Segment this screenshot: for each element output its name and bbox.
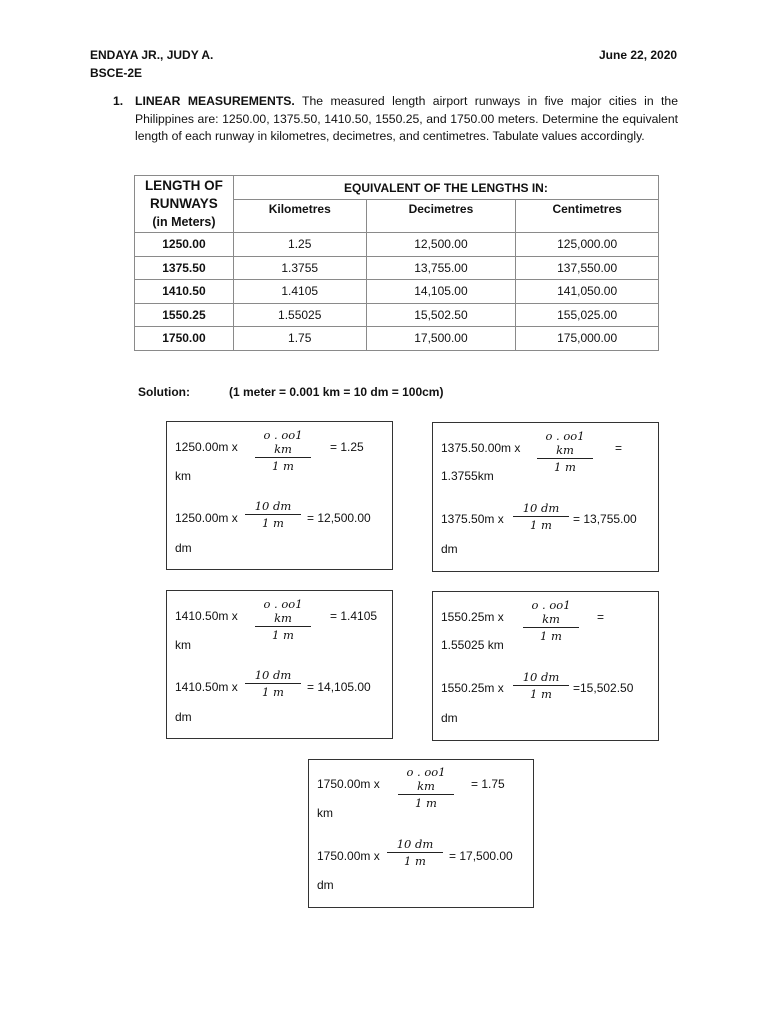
dm-denominator: 1 m [262, 685, 284, 699]
km-result: = 1.75 [471, 777, 505, 791]
km-result: = [615, 441, 623, 455]
solution-box-5 [308, 759, 534, 908]
student-section: BSCE-2E [90, 66, 143, 80]
km-prefix: 1410.50m x [175, 609, 238, 623]
table-row [135, 256, 659, 280]
equivalent-group-header: EQUIVALENT OF THE LENGTHS IN: [233, 176, 658, 200]
length-header-line1: LENGTH OF [144, 178, 223, 193]
km-prefix: 1550.25m x [441, 610, 504, 624]
cell-cm: 125,000.00 [516, 233, 659, 257]
km-prefix: 1375.50.00m x [441, 441, 521, 455]
cell-meters: 1375.50 [135, 256, 234, 280]
dm-result: = 17,500.00 [449, 849, 513, 863]
dm-prefix: 1550.25m x [441, 681, 504, 695]
km-denominator: 1 m [415, 796, 437, 810]
km-unit: km [317, 806, 333, 820]
km-unit: km [175, 469, 191, 483]
dm-unit: dm [441, 542, 458, 556]
document-date: June 22, 2020 [599, 48, 678, 62]
km-numerator: o . oo1 km [255, 428, 311, 458]
km-fraction [255, 597, 311, 643]
km-fraction [255, 428, 311, 474]
solution-box-1 [166, 421, 393, 570]
cell-km: 1.75 [233, 327, 366, 351]
dm-numerator: 10 dm [245, 499, 301, 515]
dm-prefix: 1250.00m x [175, 511, 238, 525]
km-fraction [537, 429, 593, 475]
centimetres-header: Centimetres [516, 200, 659, 233]
length-header-line3: (in Meters) [152, 215, 216, 229]
km-result: = 1.4105 [330, 609, 378, 623]
cell-km: 1.55025 [233, 303, 366, 327]
problem-text: The measured length airport runways in five major cities in the Philippines are: 1250.00, 1375.50, 1410.50, 1550.25, and 1750.00 meters. Determine the equivalent length of each runway in kilometres, decimetres, and centimetres. Tabulate values accordingly. [135, 94, 678, 143]
cell-meters: 1410.50 [135, 280, 234, 304]
solution-formula: (1 meter = 0.001 km = 10 dm = 100cm) [229, 385, 444, 399]
cell-cm: 141,050.00 [516, 280, 659, 304]
dm-denominator: 1 m [530, 518, 552, 532]
km-denominator: 1 m [272, 459, 294, 473]
km-denominator: 1 m [554, 460, 576, 474]
km-fraction [523, 598, 579, 644]
dm-unit: dm [175, 710, 192, 724]
cell-dm: 15,502.50 [366, 303, 516, 327]
dm-prefix: 1750.00m x [317, 849, 380, 863]
problem-statement [113, 93, 678, 146]
cell-meters: 1750.00 [135, 327, 234, 351]
cell-km: 1.4105 [233, 280, 366, 304]
cell-cm: 155,025.00 [516, 303, 659, 327]
kilometres-header: Kilometres [233, 200, 366, 233]
dm-unit: dm [175, 541, 192, 555]
dm-fraction [513, 501, 569, 533]
dm-result: = 12,500.00 [307, 511, 371, 525]
cell-dm: 13,755.00 [366, 256, 516, 280]
cell-cm: 175,000.00 [516, 327, 659, 351]
dm-numerator: 10 dm [245, 668, 301, 684]
solution-box-3 [166, 590, 393, 739]
km-denominator: 1 m [540, 629, 562, 643]
dm-denominator: 1 m [262, 516, 284, 530]
problem-number: 1. [113, 94, 124, 108]
km-numerator: o . oo1 km [398, 765, 454, 795]
cell-meters: 1250.00 [135, 233, 234, 257]
decimetres-header: Decimetres [366, 200, 516, 233]
km-unit: 1.55025 km [441, 638, 504, 652]
student-name: ENDAYA JR., JUDY A. [90, 48, 214, 62]
cell-meters: 1550.25 [135, 303, 234, 327]
km-denominator: 1 m [272, 628, 294, 642]
solution-box-4 [432, 591, 659, 741]
table-row [135, 303, 659, 327]
km-result: = [597, 610, 605, 624]
km-unit: 1.3755km [441, 469, 494, 483]
dm-result: =15,502.50 [573, 681, 634, 695]
km-prefix: 1250.00m x [175, 440, 238, 454]
km-unit: km [175, 638, 191, 652]
dm-numerator: 10 dm [513, 501, 569, 517]
dm-numerator: 10 dm [513, 670, 569, 686]
dm-fraction [513, 670, 569, 702]
dm-unit: dm [441, 711, 458, 725]
cell-km: 1.3755 [233, 256, 366, 280]
cell-dm: 17,500.00 [366, 327, 516, 351]
dm-fraction [245, 668, 301, 700]
cell-cm: 137,550.00 [516, 256, 659, 280]
km-numerator: o . oo1 km [255, 597, 311, 627]
km-fraction [398, 765, 454, 811]
problem-title: LINEAR MEASUREMENTS. [135, 94, 295, 108]
dm-denominator: 1 m [404, 854, 426, 868]
dm-unit: dm [317, 878, 334, 892]
dm-fraction [245, 499, 301, 531]
dm-denominator: 1 m [530, 687, 552, 701]
dm-prefix: 1410.50m x [175, 680, 238, 694]
solution-box-2 [432, 422, 659, 572]
cell-dm: 14,105.00 [366, 280, 516, 304]
cell-dm: 12,500.00 [366, 233, 516, 257]
table-row [135, 233, 659, 257]
dm-prefix: 1375.50m x [441, 512, 504, 526]
dm-numerator: 10 dm [387, 837, 443, 853]
km-prefix: 1750.00m x [317, 777, 380, 791]
cell-km: 1.25 [233, 233, 366, 257]
dm-result: = 14,105.00 [307, 680, 371, 694]
dm-result: = 13,755.00 [573, 512, 637, 526]
conversion-table [134, 175, 659, 351]
table-row [135, 327, 659, 351]
dm-fraction [387, 837, 443, 869]
length-header-line2: RUNWAYS [150, 196, 218, 211]
km-result: = 1.25 [330, 440, 364, 454]
km-numerator: o . oo1 km [523, 598, 579, 628]
solution-label: Solution: [138, 385, 190, 399]
length-column-header [135, 176, 234, 233]
km-numerator: o . oo1 km [537, 429, 593, 459]
table-row [135, 280, 659, 304]
